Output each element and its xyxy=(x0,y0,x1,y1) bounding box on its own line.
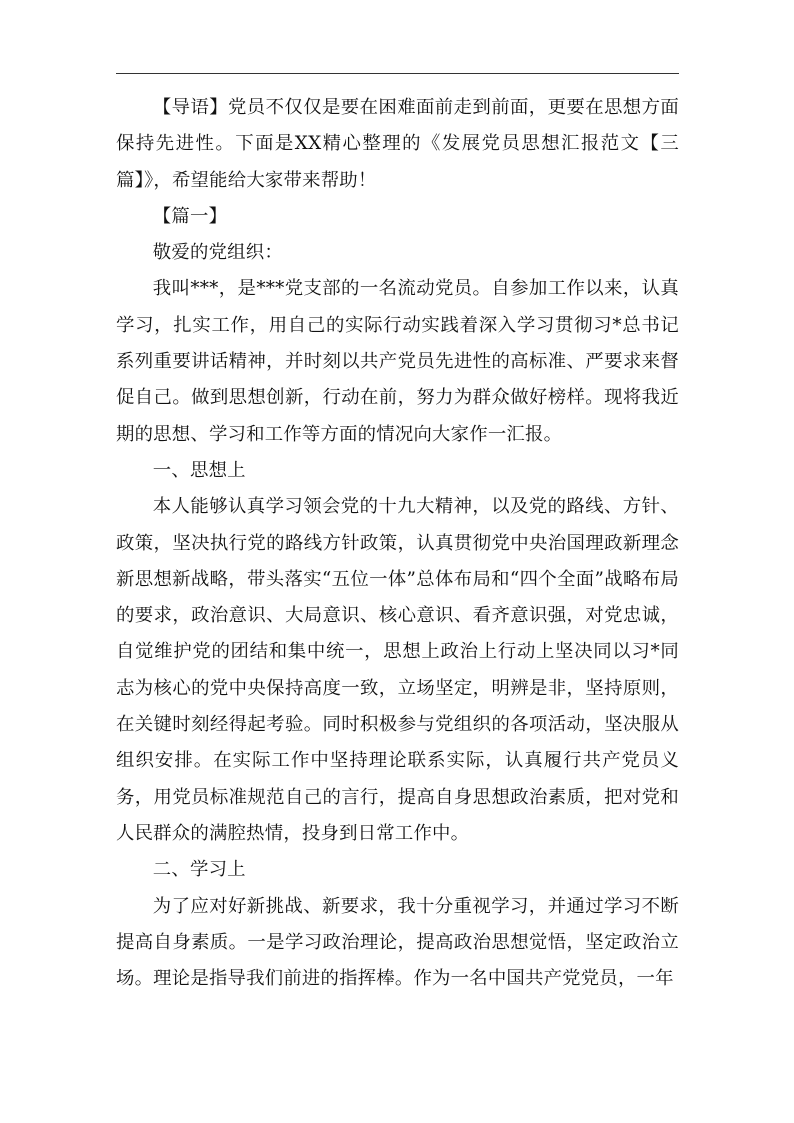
body-paragraph: 我叫***，是***党支部的一名流动党员。自参加工作以来，认真学习，扎实工作，用自己的实际行动实践着深入学习贯彻习*总书记系列重要讲话精神，并时刻以共产党员先进性的高标准、严要求来督促自己。做到思想创新，行动在前，努力为群众做好榜样。现将我近期的思想、学习和工作等方面的情况向大家作一汇报。 xyxy=(116,278,679,445)
body-paragraph: 为了应对好新挑战、新要求，我十分重视学习，并通过学习不断提高自身素质。一是学习政治理论，提高政治思想觉悟，坚定政治立场。理论是指导我们前进的指挥棒。作为一名中国共产党党员，一年 xyxy=(116,895,679,990)
body-paragraph: 本人能够认真学习领会党的十九大精神，以及党的路线、方针、政策，坚决执行党的路线方针政策，认真贯彻党中央治国理政新理念新思想新战略，带头落实“五位一体”总体布局和“四个全面”战略布局的要求，政治意识、大局意识、核心意识、看齐意识强，对党忠诚，自觉维护党的团结和集中统一，思想上政治上行动上坚决同以习*同志为核心的党中央保持高度一致，立场坚定，明辨是非，坚持原则，在关键时刻经得起考验。同时积极参与党组织的各项活动，坚决服从组织安排。在实际工作中坚持理论联系实际，认真履行共产党员义务，用党员标准规范自己的言行，提高自身思想政治素质，把对党和人民群众的满腔热情，投身到日常工作中。 xyxy=(116,496,679,844)
section-heading-part-one: 【篇一】 xyxy=(152,205,228,227)
subheading-study: 二、学习上 xyxy=(152,859,246,881)
intro-paragraph: 【导语】党员不仅仅是要在困难面前走到前面，更要在思想方面保持先进性。下面是XX精心整理的《发展党员思想汇报范文【三篇】》，希望能给大家带来帮助！ xyxy=(116,97,679,191)
subheading-thought: 一、思想上 xyxy=(152,459,246,481)
document-body xyxy=(116,90,679,997)
salutation: 敬爱的党组织： xyxy=(152,242,283,264)
header-rule xyxy=(116,73,679,74)
